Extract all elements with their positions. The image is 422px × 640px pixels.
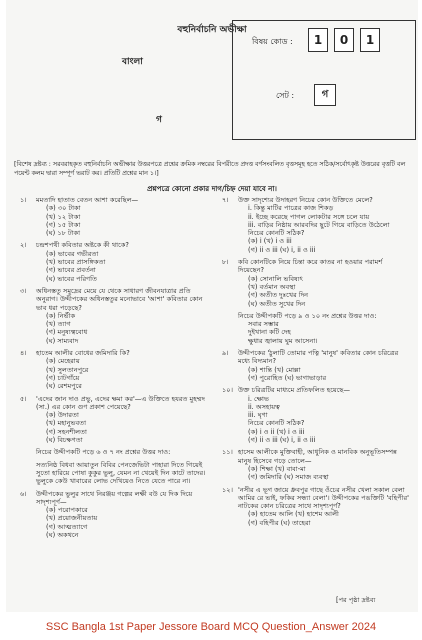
answer-option: (খ) সুলতানপুরে: [46, 365, 89, 374]
answer-option: ii. অসহায়ত্ব: [248, 402, 280, 411]
question-sheet: [6, 0, 418, 612]
answer-option: (গ) অতীত দুঃখের দিন: [248, 291, 309, 300]
code-label: বিষয় কোড :: [252, 37, 293, 46]
question-item: [238, 312, 410, 345]
question-item: [20, 286, 206, 345]
question-text: উক্ত সাদৃশ্যের উদাহরণ নিচের কোন উক্তিতে মেলে?: [238, 196, 373, 204]
answer-option: (গ) ii ও iii (ঘ) i, ii ও iii: [248, 245, 316, 254]
question-number: ৯।: [222, 349, 229, 358]
answer-option: (গ) জমিদারি (ঘ) সমাজ ব্যবস্থা: [248, 473, 329, 482]
question-number: ১০।: [222, 386, 233, 395]
question-text: চন্দ্রশপথী কবিতার অষ্টকে কী থাকে?: [36, 241, 129, 250]
question-item: [222, 349, 410, 382]
question-number: ৫।: [20, 394, 27, 403]
answer-option: (ঘ) সাম্যবাদ: [46, 336, 79, 345]
question-item: [20, 489, 206, 540]
question-text: নিচের উদ্দীপকটি পড়ে ৯ ও ১০ নং প্রশ্নের উত্তর দাও:: [238, 311, 377, 320]
answer-option: (গ) বহিপীর (ঘ) তাহেরা: [248, 518, 311, 527]
left-column: [20, 196, 206, 543]
answer-option: (ক) ভাবের গভীরতা: [46, 249, 99, 258]
answer-option: দুইখানা কটি দেহ: [248, 328, 291, 337]
answer-option: (খ) প্রয়োজনীয়তায়: [46, 514, 98, 523]
question-number: ১২।: [222, 485, 233, 494]
set-letter: গ: [156, 115, 162, 125]
question-number: ৭।: [222, 196, 229, 204]
question-item: [222, 386, 410, 445]
set-box: গ: [314, 84, 336, 106]
question-item: [20, 394, 206, 445]
question-item: [20, 349, 206, 391]
answer-option: (ঘ) ১৮ টাকা: [46, 229, 80, 238]
question-number: ৮।: [222, 258, 229, 267]
answer-option: i. ক্ষোভ: [248, 394, 269, 403]
question-number: ২।: [20, 241, 27, 250]
answer-option: (ক) শিক্ষা (খ) বাবা-মা: [248, 464, 306, 473]
answer-option: (গ) চাটগাঁয়ে: [46, 373, 80, 382]
answer-option: (খ) ত্যাগ: [46, 320, 71, 329]
set-label: সেট :: [276, 91, 295, 100]
answer-option: (ঘ) ভাবের পরিণতি: [46, 274, 97, 283]
question-text: উদ্দীপকের ভুলুর সাথে নিরঞ্জয় গল্পের লক্ষী বউ যে দিক দিয়ে সাদৃশ্যপূর্ণ—: [36, 489, 193, 506]
question-text: সত্যনিষ্ঠ বিধবা আয়াতুন বিবির পেনজেভিটা পাহারা দিতে গিয়েই সুতো হারিয়ে পোষা কুকুর ভুলু, যেমন না খেয়েই দিন কাটে তাদের। ভুলুকে কেউ খাবারের লোভ দেখিয়েও নিতে যেতে পারে না।: [36, 460, 206, 486]
answer-option: (ক) শান্তি (খ) মোল্লা: [248, 365, 301, 374]
question-number: ৪।: [20, 349, 27, 358]
answer-option: (ক) সোনালি ভবিষ্যৎ: [248, 274, 304, 283]
answer-option: (ঘ) বিচক্ষণতা: [46, 436, 83, 445]
answer-option: (ঘ) অকথনে: [46, 530, 79, 539]
question-number: ৩।: [20, 286, 27, 295]
answer-option: সবার সম্ভার: [248, 320, 279, 329]
answer-option: iii. ঘৃণা: [248, 411, 268, 420]
instruction-text: প্রশ্নপত্রে কোনো প্রকার দাগ/চিহ্ন দেয়া যাবে না।: [147, 185, 277, 193]
question-text: হাতেম আলীর বোধের জমিদারি কি?: [36, 349, 130, 358]
question-number: ১১।: [222, 448, 233, 457]
right-column: [222, 196, 410, 531]
answer-option: (গ) পুরোহিত (ঘ) ভাগাভাড়ার: [248, 373, 327, 382]
answer-option: (খ) ১২ টাকা: [46, 212, 81, 221]
exam-title: বহুনির্বাচনি অভীক্ষা: [177, 25, 247, 35]
question-item: [222, 485, 410, 527]
answer-option: নিচের কোনটি সঠিক?: [248, 419, 305, 428]
answer-option: (ক) নির্ভীক: [46, 311, 76, 320]
answer-option: (খ) মহানুভবতা: [46, 419, 86, 428]
question-text: উদ্দীপকের 'ঠুলাটি তোমার পত্নি 'মানুষ' কবিতার কোন চরিত্রের মধ্যে বিদ্যমান?: [238, 349, 399, 366]
question-item: [36, 461, 206, 486]
answer-option: (ক) পরোপকারে: [46, 506, 88, 515]
question-item: [36, 448, 206, 456]
question-number: ১।: [20, 196, 27, 204]
answer-option: (ক) হাতেম আলি (খ) হাশেম আলী: [248, 510, 339, 519]
question-text: উক্ত চরিত্রটির মাধ্যমে প্রতিফলিত হয়েছে—: [238, 386, 350, 395]
answer-option: (ক) i ও ii (খ) i ও iii: [248, 427, 305, 436]
answer-option: (খ) ভাবের প্রাসঙ্গিকতা: [46, 258, 106, 267]
question-text: অধিনস্ততু সমুদ্রের মেয়ে যে থেকে সাধারণ জীবনযাত্রার প্রতি অনুরাগ। উদ্দীপকের অধিনস্ততুর মনোভাবে 'আশা' কবিতার কোন ভাব ধরা পড়েছে?: [36, 286, 203, 312]
answer-option: ক্ষুধার জ্বালায় ঘুম আসেনা।: [248, 336, 318, 345]
question-text: কবি কোনটিকে নিয়ে চিন্তা করে কাতর না হওয়ার পরামর্শ দিয়েছেন?: [238, 258, 383, 275]
answer-option: (ঘ) রেশমপুরে: [46, 382, 82, 391]
answer-option: (গ) মনুষ্যত্ববোধ: [46, 328, 88, 337]
answer-option: (গ) আত্মত্যাগে: [46, 522, 88, 531]
answer-option: (খ) বর্তমান অবস্থা: [248, 282, 296, 291]
question-item: [20, 241, 206, 283]
code-digit-3: 1: [360, 28, 380, 52]
question-text: হাসেম আলীকে মুক্তিবাহী, আধুনিক ও মানবিক অনুভূতিসম্পন্ন মানুষ হিসেবে গড়ে তোলে—: [238, 448, 397, 465]
question-text: 'এদের জান দাও প্রভু, এদের ক্ষমা কর'—এ উক্তিতে হযরত মুহম্মদ (সা.) এর কোন গুণ প্রকাশ পেয়েছে?: [36, 394, 206, 411]
code-digit-1: 1: [308, 28, 328, 52]
subject-name: বাংলা: [122, 57, 143, 67]
question-text: মমতাদি হাতাত বেতন আশা করেছিল—: [36, 196, 139, 204]
answer-option: ii. ইচ্ছে করেছে পাগল লোকটার সঙ্গে চলে যায়: [248, 212, 370, 221]
answer-option: (গ) ii ও iii (ঘ) i, ii ও iii: [248, 436, 316, 445]
answer-option: (গ) ভাবের প্রবর্তনা: [46, 266, 96, 275]
answer-option: (গ) সহনশীলতা: [46, 427, 87, 436]
notice-text: [বিশেষ দ্রষ্টব্য : সরবরাহকৃত বহুনির্বাচনি অভীক্ষার উত্তরপত্রে প্রশ্নের ক্রমিক নম্বরের বিপরীতে প্রদত্ত বর্ণসংবলিত বৃত্তসমূহ হতে সঠিক/সর্বোৎকৃষ্ট উত্তরের বৃত্তটি বল পয়েন্ট কলম দ্বারা সম্পূর্ণ ভরাট কর। প্রতিটি প্রশ্নের মান ১।]: [14, 161, 406, 177]
answer-option: (ক) মেহেরায়: [46, 357, 80, 366]
answer-option: (ক) i (খ) i ও iii: [248, 237, 292, 246]
question-text: 'নসীর এ ভূগ জায়ে ধ্রুবপুর গাছে ওঁচের নসীর খেলা সকাল বেলা আমির রে ভাই, ফকির সন্ধ্যা বেলা'। উদ্দীপকের পঙক্তিটি 'বহিপীর' নাটকের কোন চরিত্রের সাথে সাদৃশ্যপূর্ণ?: [238, 485, 409, 511]
question-item: [222, 258, 410, 308]
question-item: [20, 196, 206, 238]
answer-option: (ঘ) অতীত সুখের দিন: [248, 299, 306, 308]
question-item: [222, 448, 410, 482]
page-note: [পর পৃষ্ঠা দ্রষ্টব্য: [336, 596, 376, 604]
answer-option: (ক) ৩০ টাকা: [46, 204, 81, 213]
answer-option: i. কিন্তু মাটির পাত্রের কাজ শিকড়: [248, 204, 334, 213]
question-text: নিচের উদ্দীপকটি পড়ে ৬ ও ৭ নং প্রশ্নের উত্তর দাও:: [36, 448, 171, 457]
question-item: [222, 196, 410, 254]
code-digit-2: 0: [334, 28, 354, 52]
answer-option: iii. বাড়ির নিষ্ঠায় আরবদির ছুটে গিয়ে বাড়িতে উঠেলো: [248, 220, 390, 229]
question-number: ৬।: [20, 489, 27, 498]
answer-option: (গ) ১৫ টাকা: [46, 220, 81, 229]
footer-caption: SSC Bangla 1st Paper Jessore Board MCQ Question_Answer 2024: [0, 614, 422, 640]
answer-option: (ক) উদারতা: [46, 411, 79, 420]
answer-option: নিচের কোনটি সঠিক?: [248, 229, 305, 238]
